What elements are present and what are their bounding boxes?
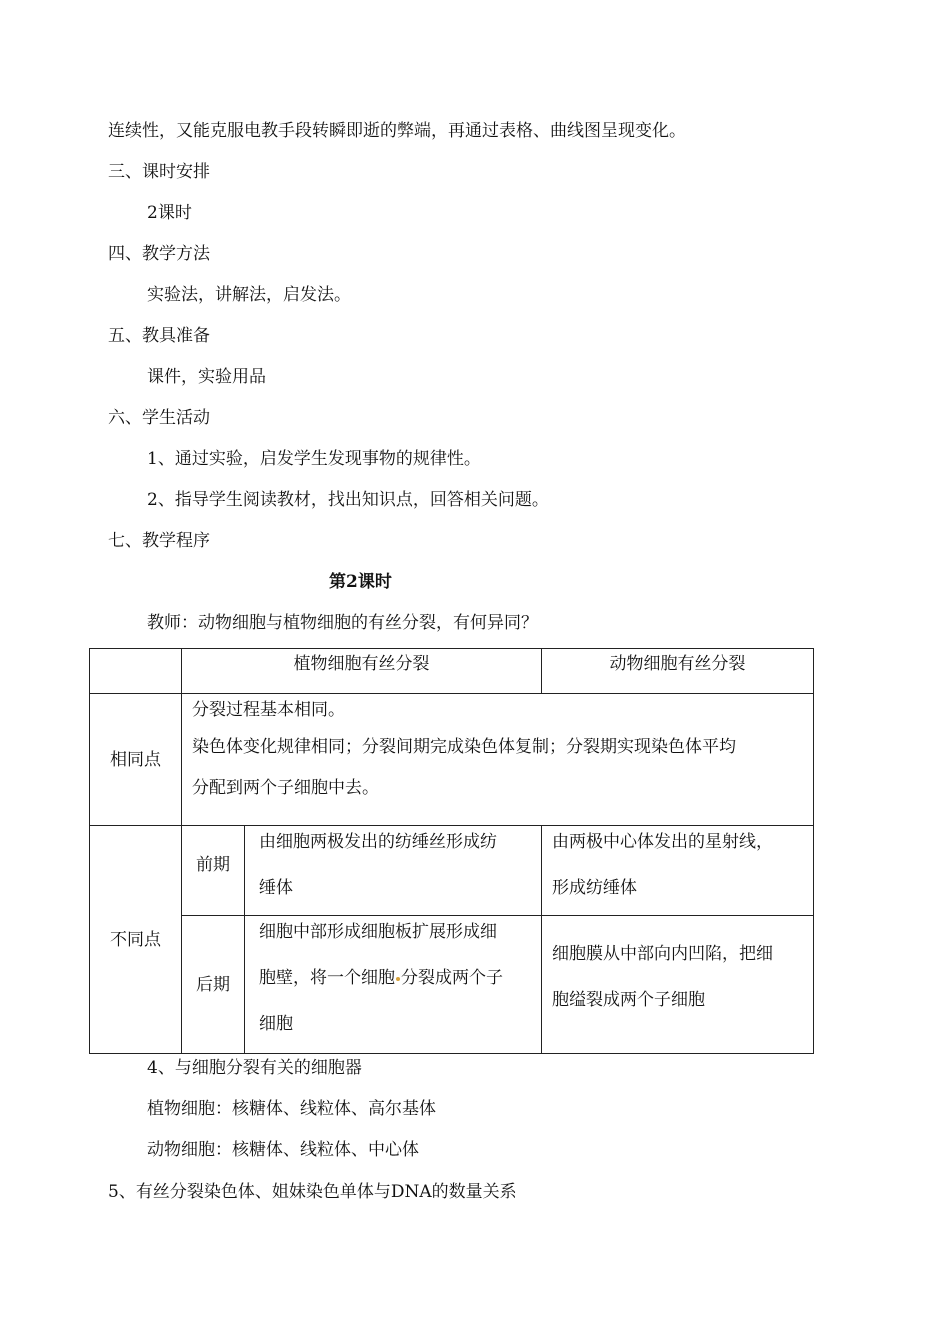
section-3-body: 2课时: [147, 203, 192, 223]
telophase-animal-line-1: 细胞膜从中部向内凹陷，把细: [552, 944, 773, 964]
section-5-heading: 五、教具准备: [108, 326, 210, 346]
prophase-plant-line-1: 由细胞两极发出的纺缍丝形成纺: [259, 832, 497, 852]
teacher-question: 教师：动物细胞与植物细胞的有丝分裂，有何异同？: [147, 613, 538, 633]
ink-mark: [396, 977, 400, 981]
prophase-label: 前期: [182, 826, 245, 916]
telophase-plant-line-2: [259, 966, 531, 1012]
table-row-prophase: [90, 826, 814, 916]
section-6-heading: 六、学生活动: [108, 408, 210, 428]
telophase-plant-line-2a: 胞壁，将一个细胞: [259, 968, 395, 988]
same-line-2: 染色体变化规律相同；分裂间期完成染色体复制；分裂期实现染色体平均: [192, 737, 736, 757]
same-line-3: 分配到两个子细胞中去。: [192, 778, 379, 798]
section-6-item-1: 1、通过实验，启发学生发现事物的规律性。: [147, 449, 481, 469]
section-6-item-2: 2、指导学生阅读教材，找出知识点，回答相关问题。: [147, 490, 549, 510]
prophase-plant: [245, 826, 542, 916]
section-4-body: 实验法，讲解法，启发法。: [147, 285, 351, 305]
item-4-heading: 4、与细胞分裂有关的细胞器: [147, 1058, 362, 1078]
section-3-heading: 三、课时安排: [108, 162, 210, 182]
header-animal: 动物细胞有丝分裂: [542, 649, 814, 694]
prophase-animal-line-2: 形成纺缍体: [552, 878, 637, 898]
comparison-table: [89, 648, 814, 1054]
telophase-plant: [245, 916, 542, 1054]
prophase-animal: [542, 826, 814, 916]
diff-label: 不同点: [90, 826, 182, 1054]
section-7-heading: 七、教学程序: [108, 531, 210, 551]
prophase-plant-line-2: 缍体: [259, 878, 293, 898]
item-5-heading: 5、有丝分裂染色体、姐妹染色单体与DNA的数量关系: [108, 1182, 517, 1202]
header-plant: 植物细胞有丝分裂: [182, 649, 542, 694]
animal-organelles: 动物细胞：核糖体、线粒体、中心体: [147, 1140, 419, 1160]
prophase-animal-line-1: 由两极中心体发出的星射线，: [552, 832, 773, 852]
telophase-animal-line-2: 胞缢裂成两个子细胞: [552, 990, 705, 1010]
same-label: 相同点: [90, 694, 182, 826]
same-content: [182, 694, 814, 826]
table-row-telophase: [90, 916, 814, 1054]
table-header-row: [90, 649, 814, 694]
telophase-animal: [542, 916, 814, 1054]
section-5-body: 课件，实验用品: [147, 367, 266, 387]
same-line-1: 分裂过程基本相同。: [192, 700, 345, 720]
section-4-heading: 四、教学方法: [108, 244, 210, 264]
intro-line: 连续性，又能克服电教手段转瞬即逝的弊端，再通过表格、曲线图呈现变化。: [108, 121, 686, 141]
header-empty-cell: [90, 649, 182, 694]
telophase-plant-line-1: 细胞中部形成细胞板扩展形成细: [259, 922, 497, 942]
plant-organelles: 植物细胞：核糖体、线粒体、高尔基体: [147, 1099, 436, 1119]
telophase-plant-line-2b: 分裂成两个子: [401, 968, 503, 988]
telophase-plant-line-3: 细胞: [259, 1014, 293, 1034]
table-row-same: [90, 694, 814, 826]
telophase-label: 后期: [182, 916, 245, 1054]
lesson-title: 第2课时: [329, 572, 392, 592]
